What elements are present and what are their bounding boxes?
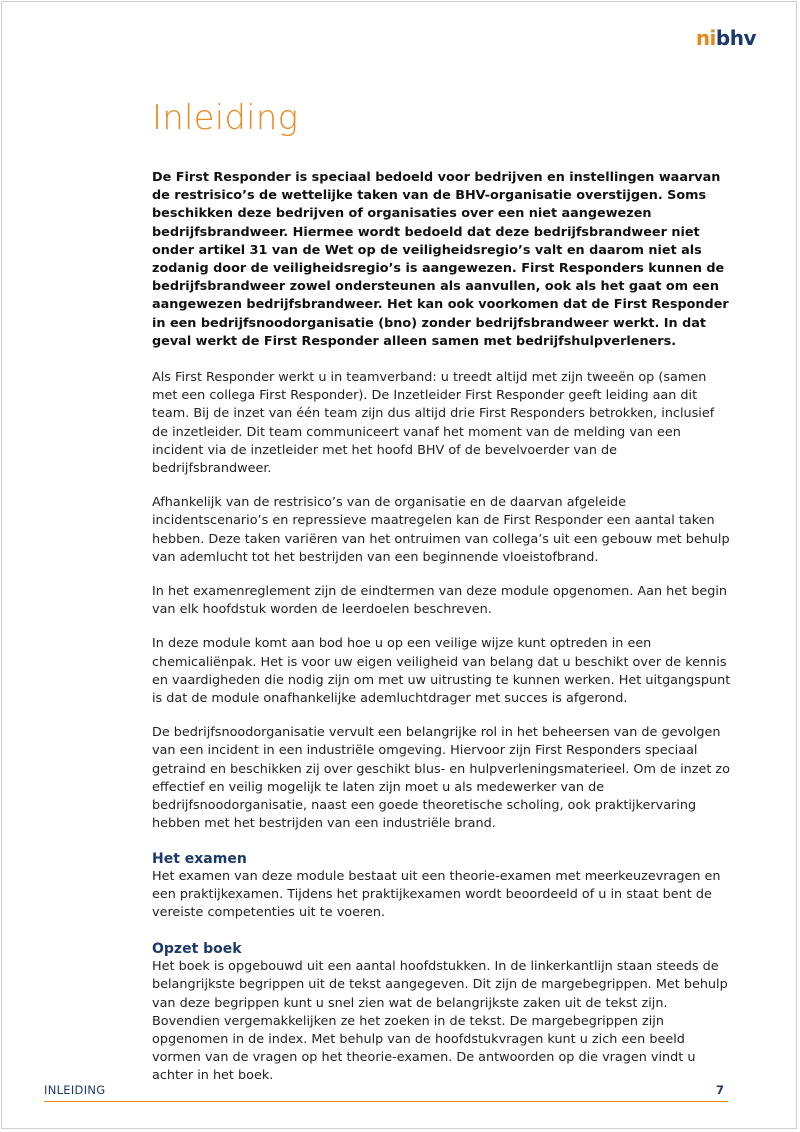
page-title: Inleiding <box>152 98 299 138</box>
section-text-het-examen: Het examen van deze module bestaat uit een theorie-examen met meerkeuzevragen en een praktijkexamen. Tijdens het praktijkexamen wordt beoordeeld of u in staat bent de vereiste competenties uit te voeren. <box>152 868 721 920</box>
logo-bhv: bhv <box>715 26 756 50</box>
main-content <box>152 169 732 1104</box>
footer-divider <box>44 1101 728 1102</box>
section-text-opzet-boek: Het boek is opgebouwd uit een aantal hoofdstukken. In de linkerkantlijn staan steeds de belangrijkste begrippen uit de tekst aangegeven. Dit zijn de margebegrippen. Met behulp van deze begrippen kunt u snel zien wat de belangrijkste zaken uit de tekst zijn. Bovendien vergemakkelijken ze het zoeken in de tekst. De margebegrippen zijn opgenomen in de index. Met behulp van de hoofdstukvragen kunt u zich een beeld vormen van de vragen op het theorie-examen. De antwoorden op die vragen vindt u achter in het boek. <box>152 959 728 1084</box>
logo-ni: ni <box>695 26 716 50</box>
body-paragraph: De bedrijfsnoodorganisatie vervult een belangrijke rol in het beheersen van de gevolgen van een incident in een industriële omgeving. Hiervoor zijn First Responders speciaal getraind en beschikken zij over geschikt blus- en hulpverleningsmaterieel. Om de inzet zo effectief en veilig mogelijk te laten zijn moet u als medewerker van de bedrijfsnoodorganisatie, naast een goede theoretische scholing, ook praktijkervaring hebben met het bestrijden van een industriële brand. <box>152 725 730 832</box>
section-heading-opzet-boek: Opzet boek <box>152 941 242 958</box>
intro-paragraph: De First Responder is speciaal bedoeld voor bedrijven en instellingen waarvan de restrisico’s de wettelijke taken van de BHV-organisatie overstijgen. Soms beschikken deze bedrijven of organisaties over een niet aangewezen bedrijfsbrandweer. Hiermee wordt bedoeld dat deze bedrijfsbrandweer niet onder artikel 31 van de Wet op de veiligheidsregio’s valt en daarom niet als zodanig door de veiligheidsregio’s is aangewezen. First Responders kunnen de bedrijfsbrandweer zowel ondersteunen als aanvullen, ook als het gaat om een aangewezen bedrijfsbrandweer. Het kan ook voorkomen dat de First Responder in een bedrijfsnoodorganisatie (bno) zonder bedrijfsbrandweer werkt. In dat geval werkt de First Responder alleen samen met bedrijfshulpverleners. <box>152 170 729 349</box>
section-heading-het-examen: Het examen <box>152 850 247 867</box>
page-number: 7 <box>715 1083 724 1097</box>
footer-chapter-label: INLEIDING <box>44 1083 106 1097</box>
body-paragraph: In deze module komt aan bod hoe u op een veilige wijze kunt optreden in een chemicaliënpak. Het is voor uw eigen veiligheid van belang dat u beschikt over de kennis en vaardigheden die nodig zijn om met uw uitrusting te kunnen werken. Het uitgangspunt is dat de module onafhankelijke ademluchtdrager met succes is afgerond. <box>152 636 731 707</box>
body-paragraph: In het examenreglement zijn de eindtermen van deze module opgenomen. Aan het begin van elk hoofdstuk worden de leerdoelen beschreven. <box>152 584 728 618</box>
body-paragraph: Afhankelijk van de restrisico’s van de organisatie en de daarvan afgeleide incidentscenario’s en repressieve maatregelen kan de First Responder een aantal taken hebben. Deze taken variëren van het ontruimen van collega’s uit een gebouw met behulp van ademlucht tot het bestrijden van een beginnende vloeistofbrand. <box>152 495 730 565</box>
nibhv-logo <box>696 28 756 48</box>
body-paragraph: Als First Responder werkt u in teamverband: u treedt altijd met zijn tweeën op (samen met een collega First Responder). De Inzetleider First Responder geeft leiding aan dit team. Bij de inzet van één team zijn dus altijd drie First Responders betrokken, inclusief de inzetleider. Dit team communiceert vanaf het moment van de melding van een incident via de inzetleider met het hoofd BHV of de bevelvoerder van de bedrijfsbrandweer. <box>152 370 715 477</box>
